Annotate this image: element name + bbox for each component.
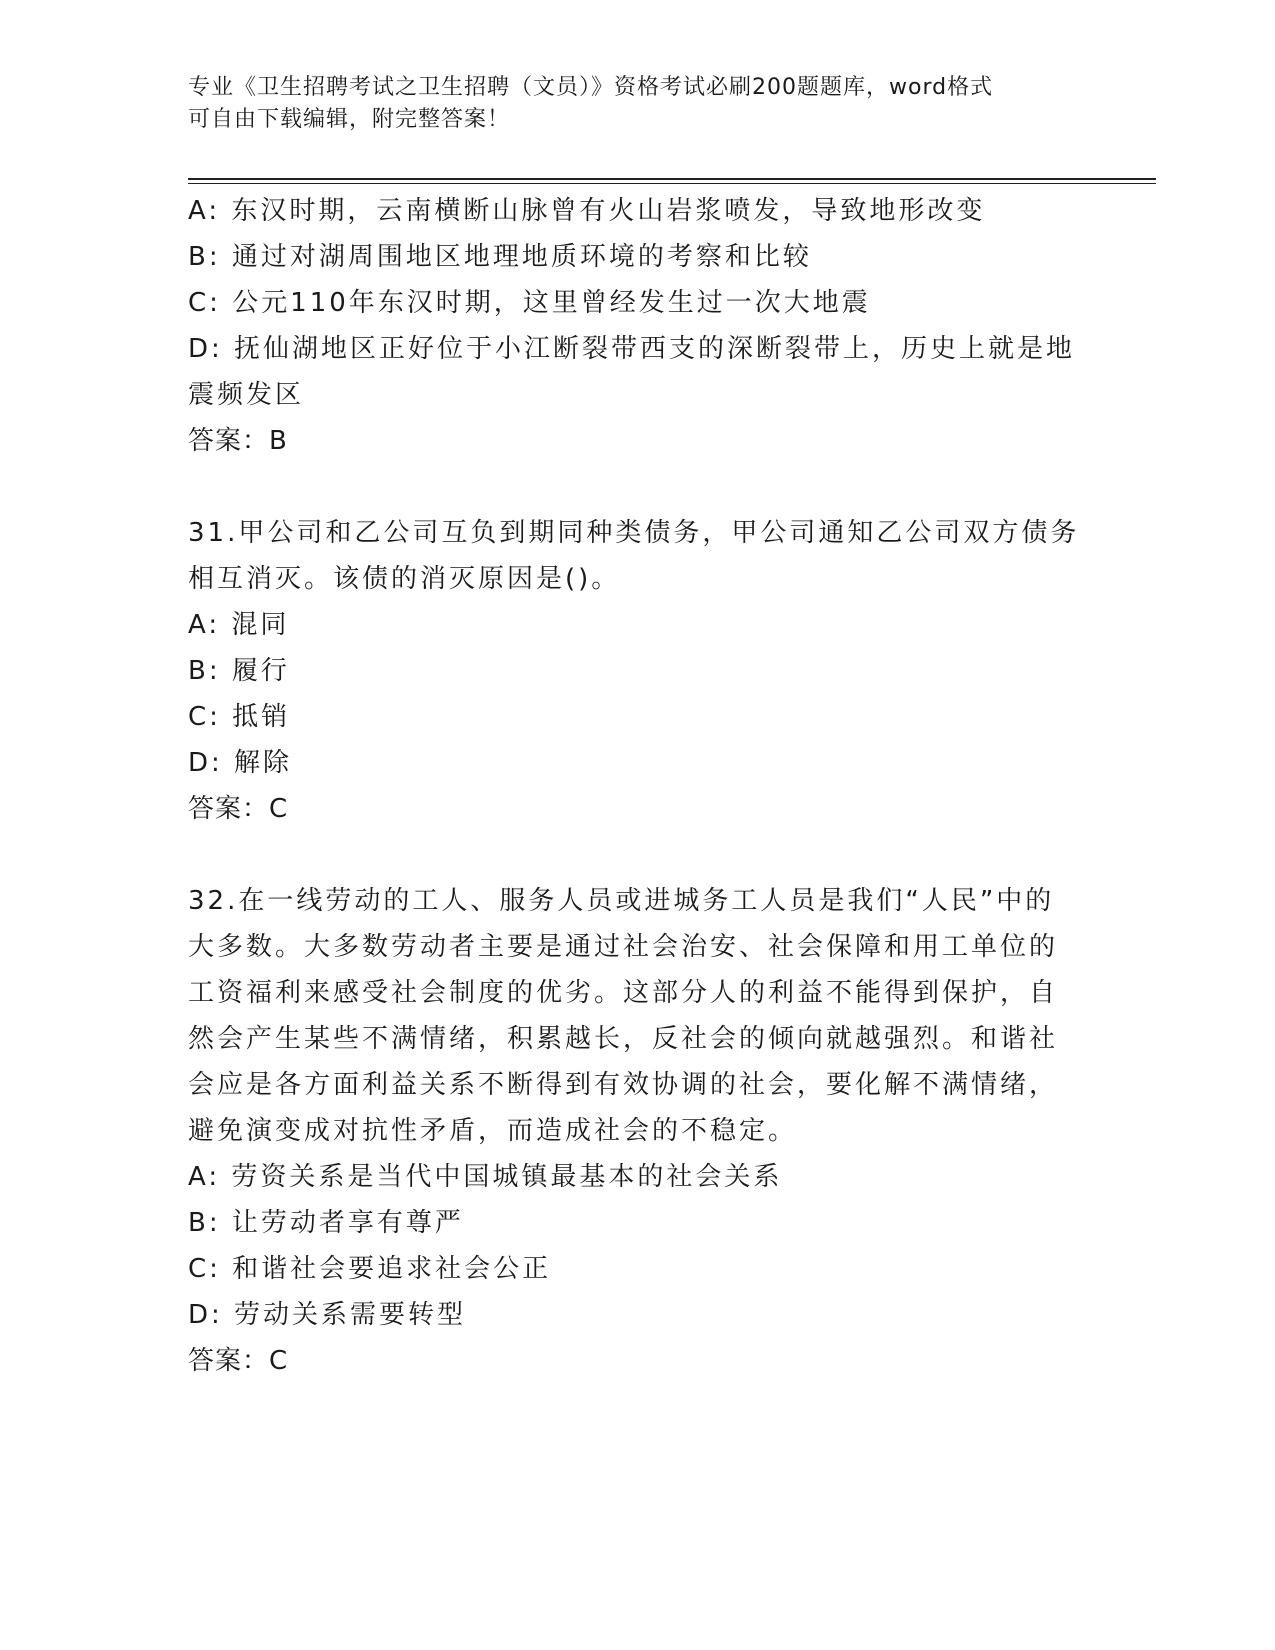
q32-stem-line-6: 避免演变成对抗性矛盾，而造成社会的不稳定。 (188, 1116, 798, 1146)
q32-stem-line-2: 大多数。大多数劳动者主要是通过社会治安、社会保障和用工单位的 (188, 932, 1059, 962)
document-body (188, 188, 1088, 1384)
q31-option-d: D: 解除 (188, 748, 293, 778)
q30-option-b: B: 通过对湖周围地区地理地质环境的考察和比较 (188, 242, 812, 272)
q31-stem-line-1: 31.甲公司和乙公司互负到期同种类债务，甲公司通知乙公司双方债务 (188, 518, 1080, 548)
document-header (188, 72, 1088, 136)
header-line-2: 可自由下载编辑，附完整答案！ (188, 107, 511, 132)
q30-option-d-line-2: 震频发区 (188, 380, 305, 410)
q30-option-a: A: 东汉时期，云南横断山脉曾有火山岩浆喷发，导致地形改变 (188, 196, 986, 226)
header-rule-thick (188, 178, 1156, 180)
q32-stem-line-1: 32.在一线劳动的工人、服务人员或进城务工人员是我们“人民”中的 (188, 886, 1055, 916)
q32-option-c: C: 和谐社会要追求社会公正 (188, 1254, 552, 1284)
q32-option-a: A: 劳资关系是当代中国城镇最基本的社会关系 (188, 1162, 783, 1192)
q32-option-d: D: 劳动关系需要转型 (188, 1300, 467, 1330)
q32-stem-line-4: 然会产生某些不满情绪，积累越长，反社会的倾向就越强烈。和谐社 (188, 1024, 1059, 1054)
q32-stem-line-3: 工资福利来感受社会制度的优劣。这部分人的利益不能得到保护，自 (188, 978, 1059, 1008)
question-32-block (188, 878, 1088, 1384)
q31-answer: 答案：C (188, 794, 289, 824)
q31-option-a: A: 混同 (188, 610, 290, 640)
spacer (188, 464, 1088, 510)
q31-option-c: C: 抵销 (188, 702, 291, 732)
question-31-block (188, 510, 1088, 832)
q30-option-d-line-1: D: 抚仙湖地区正好位于小江断裂带西支的深断裂带上，历史上就是地 (188, 334, 1076, 364)
header-line-1: 专业《卫生招聘考试之卫生招聘（文员）》资格考试必刷200题题库，word格式 (188, 75, 994, 100)
q32-option-b: B: 让劳动者享有尊严 (188, 1208, 464, 1238)
q30-answer: 答案：B (188, 426, 288, 456)
q30-option-c: C: 公元110年东汉时期，这里曾经发生过一次大地震 (188, 288, 871, 318)
spacer (188, 832, 1088, 878)
q31-option-b: B: 履行 (188, 656, 290, 686)
q32-stem-line-5: 会应是各方面利益关系不断得到有效协调的社会，要化解不满情绪， (188, 1070, 1059, 1100)
header-rule-thin (188, 183, 1156, 184)
question-30-block (188, 188, 1088, 464)
q32-answer: 答案：C (188, 1346, 289, 1376)
q31-stem-line-2: 相互消灭。该债的消灭原因是()。 (188, 564, 621, 594)
